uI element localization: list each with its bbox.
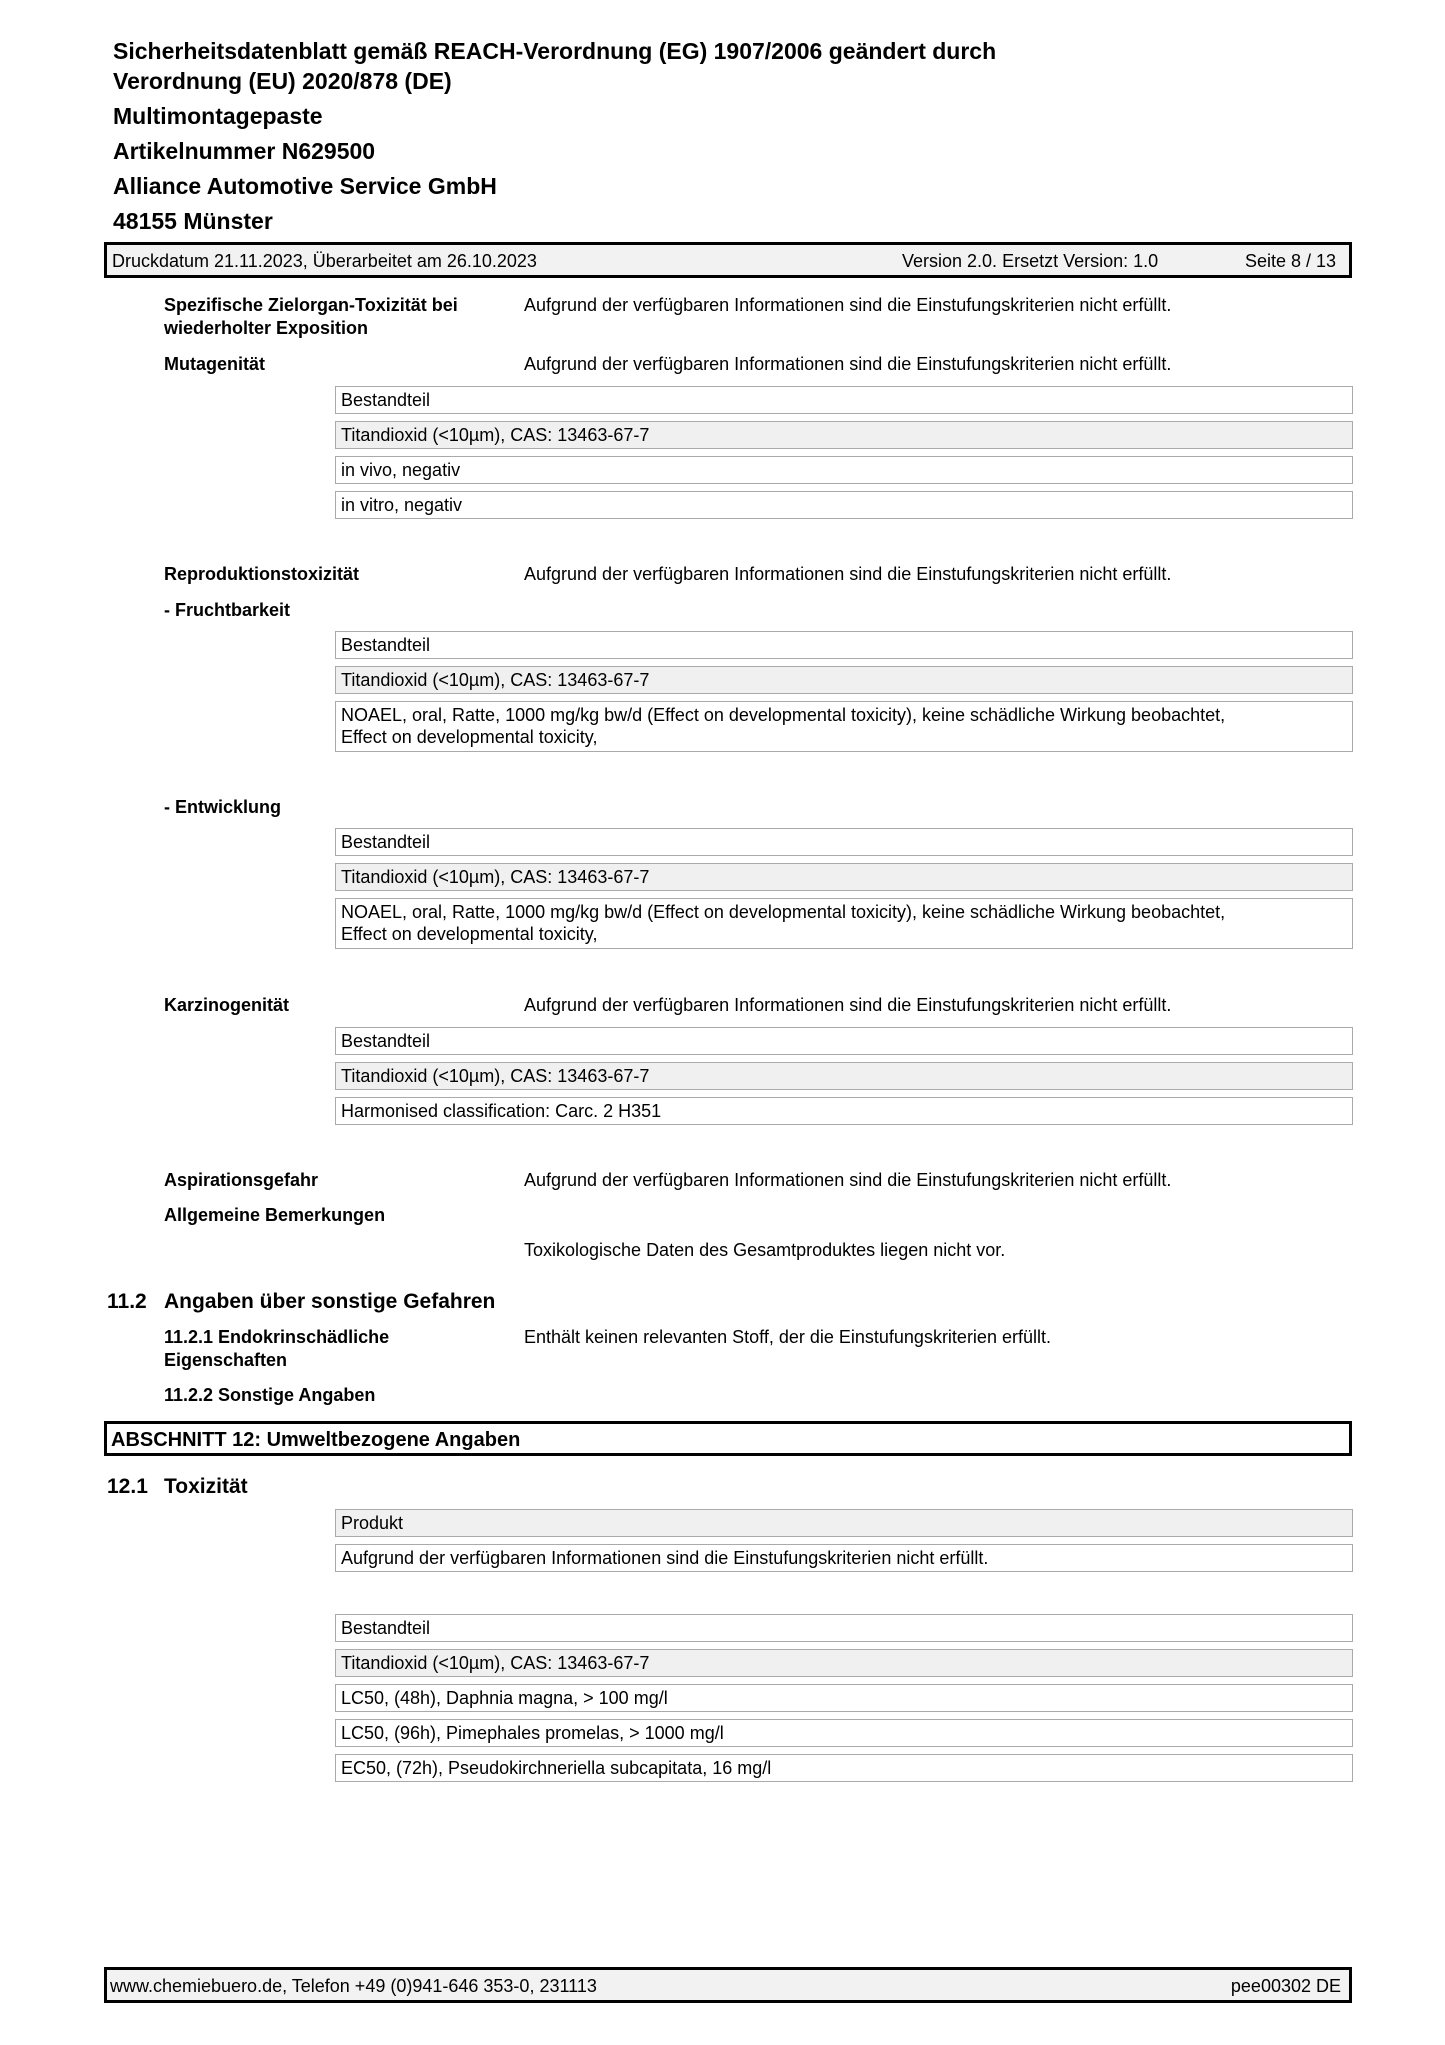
section-12-1-number: 12.1 (107, 1475, 148, 1498)
footer-doc-code: pee00302 DE (1230, 1976, 1341, 1996)
row-line: Effect on developmental toxicity, (341, 924, 598, 944)
section-12-header (104, 1421, 1352, 1456)
table-row: Aufgrund der verfügbaren Informationen sind die Einstufungskriterien nicht erfüllt. (335, 1544, 1353, 1572)
table-row: Titandioxid (<10µm), CAS: 13463-67-7 (335, 666, 1353, 694)
table-row: Bestandteil (335, 386, 1353, 414)
table-row: Titandioxid (<10µm), CAS: 13463-67-7 (335, 863, 1353, 891)
row-line: NOAEL, oral, Ratte, 1000 mg/kg bw/d (Effect on developmental toxicity), keine schädliche Wirkung beobachtet, (341, 902, 1226, 922)
general-label: Allgemeine Bemerkungen (164, 1205, 386, 1225)
table-row: Titandioxid (<10µm), CAS: 13463-67-7 (335, 1062, 1353, 1090)
table-row: Bestandteil (335, 631, 1353, 659)
section-12-title: ABSCHNITT 12: Umweltbezogene Angaben (111, 1429, 521, 1451)
footer-contact: www.chemiebuero.de, Telefon +49 (0)941-646 353-0, 231113 (110, 1976, 597, 1996)
table-row: in vitro, negativ (335, 491, 1353, 519)
table-row: in vivo, negativ (335, 456, 1353, 484)
endocrine-label-2: Eigenschaften (164, 1350, 288, 1370)
table-row: Bestandteil (335, 1027, 1353, 1055)
doc-title-line2: Verordnung (EU) 2020/878 (DE) (113, 68, 452, 94)
print-info-bar (104, 242, 1352, 278)
other-info-label: 11.2.2 Sonstige Angaben (164, 1385, 376, 1405)
table-row: LC50, (96h), Pimephales promelas, > 1000 mg/l (335, 1719, 1353, 1747)
section-11-2-title: Angaben über sonstige Gefahren (164, 1290, 496, 1313)
page-number: Seite 8 / 13 (1245, 251, 1337, 271)
aspiration-label: Aspirationsgefahr (164, 1170, 319, 1190)
doc-title-line1: Sicherheitsdatenblatt gemäß REACH-Verordnung (EG) 1907/2006 geändert durch (113, 38, 997, 64)
row-line: Effect on developmental toxicity, (341, 727, 598, 747)
fertility-label: - Fruchtbarkeit (164, 600, 291, 620)
general-text: Toxikologische Daten des Gesamtproduktes liegen nicht vor. (524, 1240, 1006, 1260)
endocrine-label: 11.2.1 Endokrinschädliche (164, 1327, 390, 1347)
table-row: Bestandteil (335, 1614, 1353, 1642)
mutagen-value: Aufgrund der verfügbaren Informationen sind die Einstufungskriterien nicht erfüllt. (524, 354, 1172, 374)
row-line: NOAEL, oral, Ratte, 1000 mg/kg bw/d (Effect on developmental toxicity), keine schädliche Wirkung beobachtet, (341, 705, 1226, 725)
product-name: Multimontagepaste (113, 103, 323, 129)
section-12-1-title: Toxizität (164, 1475, 248, 1498)
version-info: Version 2.0. Ersetzt Version: 1.0 (902, 251, 1159, 271)
table-row: Titandioxid (<10µm), CAS: 13463-67-7 (335, 1649, 1353, 1677)
company-name: Alliance Automotive Service GmbH (113, 173, 497, 199)
repro-value: Aufgrund der verfügbaren Informationen sind die Einstufungskriterien nicht erfüllt. (524, 564, 1172, 584)
carc-value: Aufgrund der verfügbaren Informationen sind die Einstufungskriterien nicht erfüllt. (524, 995, 1172, 1015)
carc-label: Karzinogenität (164, 995, 290, 1015)
footer-bar (104, 1967, 1352, 2003)
stot-label-2: wiederholter Exposition (164, 318, 369, 338)
table-row: Bestandteil (335, 828, 1353, 856)
article-number: Artikelnummer N629500 (113, 138, 376, 164)
table-row: Harmonised classification: Carc. 2 H351 (335, 1097, 1353, 1125)
development-label: - Entwicklung (164, 797, 281, 817)
table-row: LC50, (48h), Daphnia magna, > 100 mg/l (335, 1684, 1353, 1712)
table-row (335, 898, 1353, 949)
table-row: Produkt (335, 1509, 1353, 1537)
repro-label: Reproduktionstoxizität (164, 564, 360, 584)
aspiration-value: Aufgrund der verfügbaren Informationen sind die Einstufungskriterien nicht erfüllt. (524, 1170, 1172, 1190)
mutagen-label: Mutagenität (164, 354, 265, 374)
stot-value: Aufgrund der verfügbaren Informationen sind die Einstufungskriterien nicht erfüllt. (524, 295, 1172, 315)
print-date: Druckdatum 21.11.2023, Überarbeitet am 26.10.2023 (112, 251, 537, 271)
endocrine-value: Enthält keinen relevanten Stoff, der die Einstufungskriterien erfüllt. (524, 1327, 1051, 1347)
section-11-2-number: 11.2 (107, 1290, 147, 1313)
company-city: 48155 Münster (113, 208, 273, 234)
table-row: EC50, (72h), Pseudokirchneriella subcapitata, 16 mg/l (335, 1754, 1353, 1782)
table-row (335, 701, 1353, 752)
stot-label: Spezifische Zielorgan-Toxizität bei (164, 295, 458, 315)
table-row: Titandioxid (<10µm), CAS: 13463-67-7 (335, 421, 1353, 449)
